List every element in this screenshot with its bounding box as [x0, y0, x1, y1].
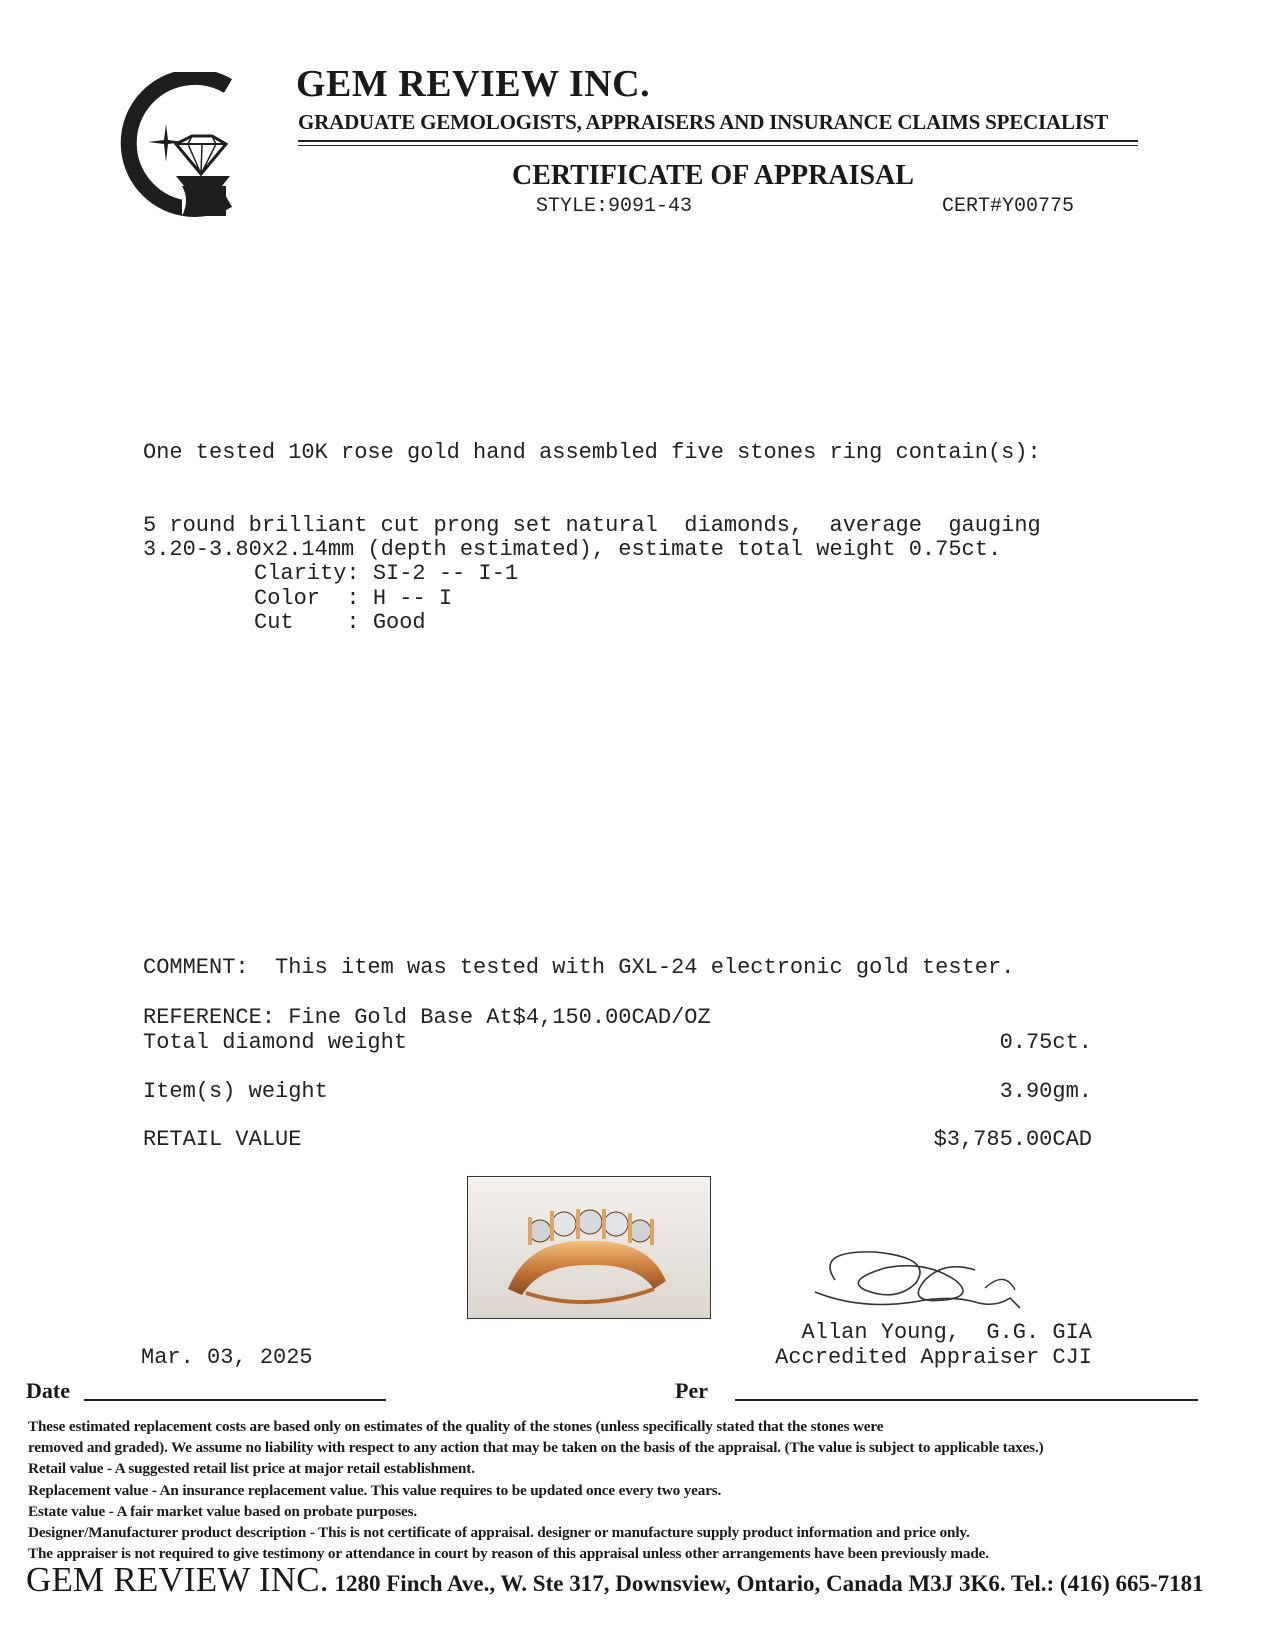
footer-address: 1280 Finch Ave., W. Ste 317, Downsview, Ontario, Canada M3J 3K6. Tel.: (416) 665-7181 — [328, 1571, 1204, 1596]
company-tagline: GRADUATE GEMOLOGISTS, APPRAISERS AND INSURANCE CLAIMS SPECIALIST — [298, 110, 1109, 134]
disclaimer-line: Replacement value - An insurance replacement value. This value requires to be updated once every two years. — [28, 1481, 722, 1499]
value-amount: 0.75ct. — [999, 1030, 1092, 1055]
grade-block — [254, 562, 518, 636]
footer — [26, 1560, 1204, 1600]
style-number: STYLE:9091-43 — [536, 195, 693, 218]
clarity-grade: Clarity: SI-2 -- I-1 — [254, 561, 519, 586]
document-title: CERTIFICATE OF APPRAISAL — [512, 160, 914, 191]
company-name: GEM REVIEW INC. — [296, 63, 651, 105]
footer-company-name: GEM REVIEW INC. — [26, 1560, 329, 1599]
g-diamond-logo-icon — [108, 72, 248, 220]
disclaimer-line: Designer/Manufacturer product description - This is not certificate of appraisal. designer or manufacture supply product information and price only. — [28, 1524, 970, 1542]
ring-photo — [467, 1176, 711, 1319]
reference: REFERENCE: Fine Gold Base At$4,150.00CAD/OZ — [143, 1005, 711, 1030]
disclaimer-line: removed and graded). We assume no liability with respect to any action that may be taken on the basis of the appraisal. (The value is subject to applicable taxes.) — [28, 1439, 1044, 1457]
value-label: RETAIL VALUE — [143, 1127, 302, 1152]
disclaimer-line: These estimated replacement costs are based only on estimates of the quality of the stones (unless specifically stated that the stones were — [28, 1418, 884, 1435]
color-grade: Color : H -- I — [254, 585, 453, 611]
appraiser-title: Accredited Appraiser CJI — [775, 1345, 1092, 1370]
date-line — [84, 1399, 386, 1401]
retail-value: $3,785.00CAD — [933, 1127, 1092, 1152]
per-line — [735, 1399, 1198, 1401]
value-label: Item(s) weight — [143, 1079, 328, 1104]
disclaimer-line: Retail value - A suggested retail list price at major retail establishment. — [28, 1460, 475, 1478]
signature-icon — [805, 1240, 1050, 1320]
per-label: Per — [675, 1378, 708, 1403]
description-line: 5 round brilliant cut prong set natural diamonds, average gauging — [143, 513, 1041, 538]
value-amount: 3.90gm. — [999, 1079, 1092, 1104]
appraisal-date: Mar. 03, 2025 — [141, 1345, 313, 1370]
appraiser-name: Allan Young, G.G. GIA — [801, 1320, 1092, 1345]
value-label: Total diamond weight — [143, 1030, 408, 1055]
header-divider — [298, 140, 1138, 142]
comment: COMMENT: This item was tested with GXL-24 electronic gold tester. — [143, 955, 1015, 980]
disclaimer-line: Estate value - A fair market value based on probate purposes. — [28, 1502, 417, 1520]
disclaimer — [28, 1416, 1253, 1564]
disclaimer-line: The appraiser is not required to give testimony or attendance in court by reason of this appraisal unless other arrangements have been previously made. — [28, 1545, 989, 1563]
header-divider-thin — [298, 145, 1138, 146]
diamond-description — [143, 514, 1041, 562]
description-line: 3.20-3.80x2.14mm (depth estimated), estimate total weight 0.75ct. — [143, 537, 1002, 562]
date-label: Date — [26, 1378, 70, 1403]
cert-number: CERT#Y00775 — [942, 195, 1075, 218]
item-intro: One tested 10K rose gold hand assembled five stones ring contain(s): — [143, 440, 1041, 465]
cut-grade: Cut : Good — [254, 610, 426, 635]
